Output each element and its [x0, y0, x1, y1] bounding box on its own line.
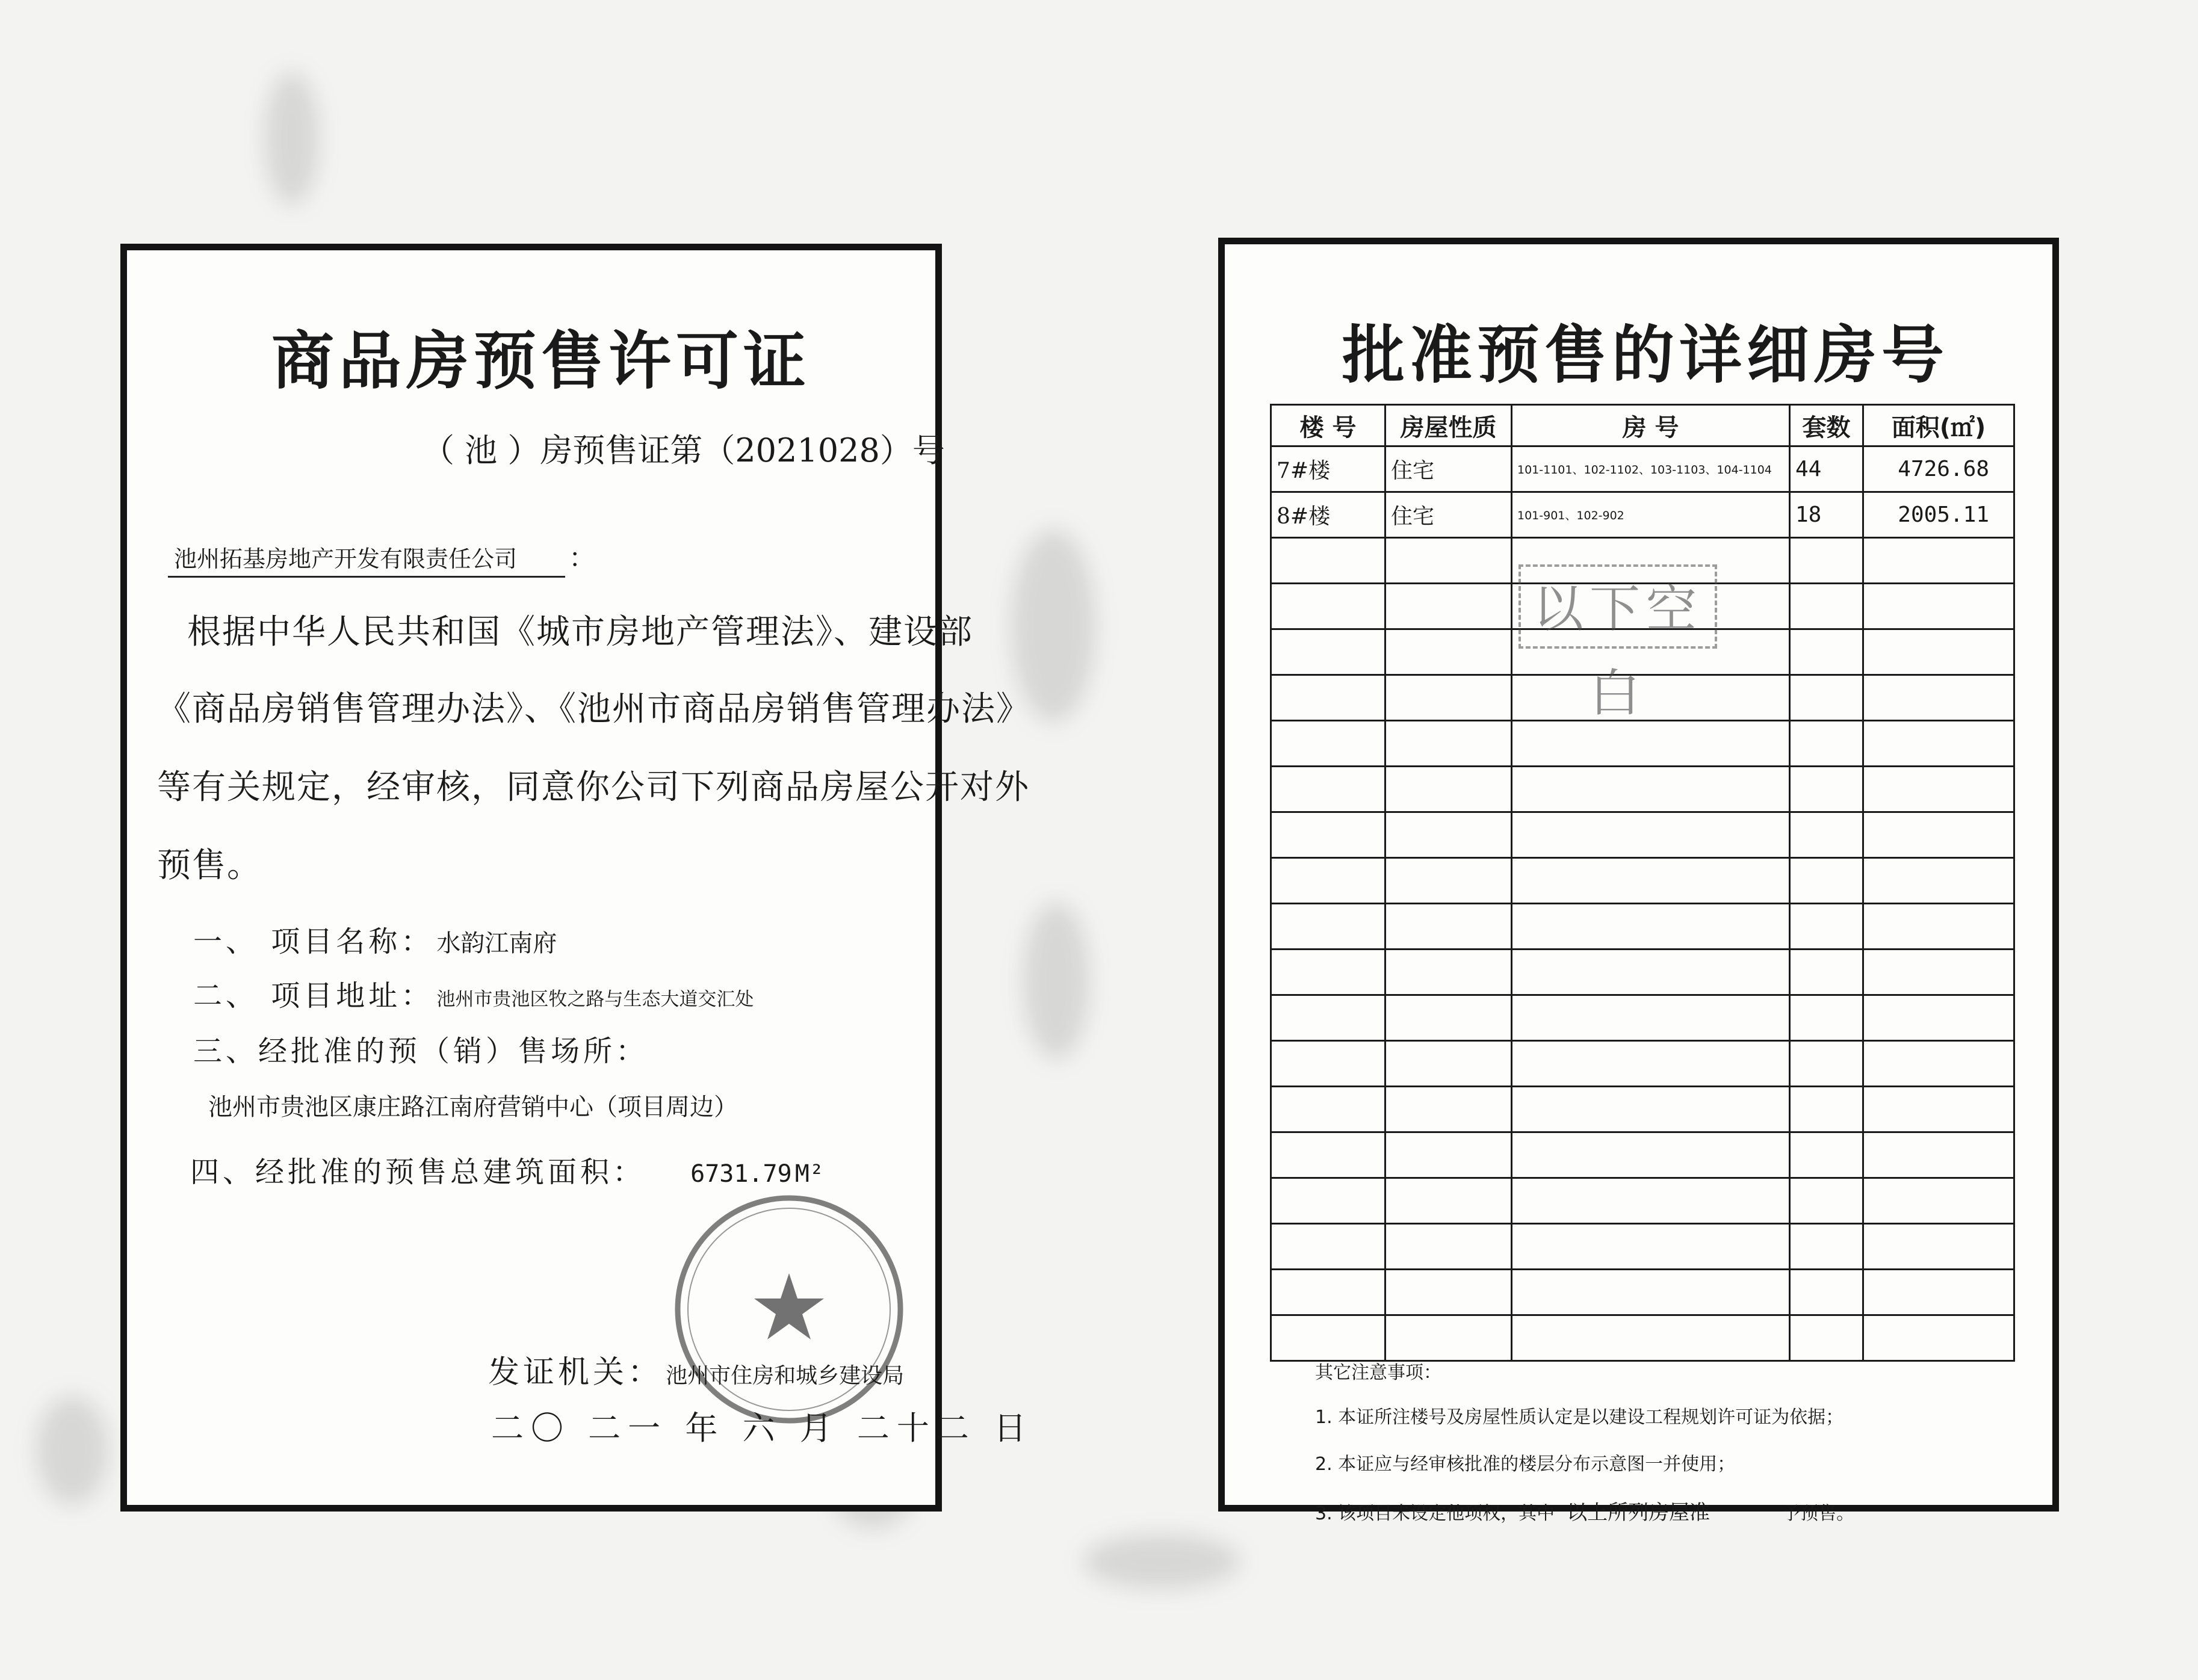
empty-cell	[1271, 1087, 1385, 1132]
total-area-row	[190, 1149, 824, 1190]
seal-star-icon	[754, 1273, 824, 1339]
detail-title: 批准预售的详细房号	[1342, 318, 1949, 392]
scan-smudge	[265, 72, 319, 205]
company-colon: ：	[569, 543, 595, 573]
empty-table-row	[1271, 995, 2014, 1041]
note-3-mid: 设定他项权，其中	[1410, 1503, 1555, 1524]
scan-smudge	[36, 1396, 108, 1504]
empty-cell	[1385, 1041, 1512, 1087]
empty-cell	[1271, 1270, 1385, 1315]
empty-cell	[1512, 1178, 1790, 1224]
empty-cell	[1271, 858, 1385, 904]
table-header-row	[1271, 405, 2014, 446]
empty-table-row	[1271, 1270, 2014, 1315]
room-detail-panel	[1218, 238, 2059, 1525]
empty-cell	[1790, 629, 1863, 675]
empty-cell	[1512, 1132, 1790, 1178]
scan-smudge	[1083, 1534, 1240, 1589]
total-area-value: 6731.79	[690, 1160, 792, 1188]
empty-table-row	[1271, 858, 2014, 904]
empty-cell	[1863, 1270, 2014, 1315]
header-property-type: 房屋性质	[1385, 405, 1512, 446]
empty-table-row	[1271, 767, 2014, 812]
empty-cell	[1863, 950, 2014, 995]
cell-area: 2005.11	[1863, 492, 2014, 538]
empty-cell	[1385, 721, 1512, 767]
empty-cell	[1271, 950, 1385, 995]
empty-cell	[1863, 1178, 2014, 1224]
issue-date: 二〇 二一 年 六 月 二十二 日	[491, 1409, 1033, 1447]
issuing-authority-row	[488, 1347, 904, 1392]
empty-cell	[1512, 812, 1790, 858]
empty-cell	[1790, 675, 1863, 721]
notes-section	[1315, 1357, 1854, 1546]
project-name-label: 一、 项目名称：	[193, 925, 434, 959]
empty-cell	[1385, 995, 1512, 1041]
empty-cell	[1385, 538, 1512, 584]
cell-unit-count: 18	[1790, 492, 1863, 538]
empty-table-row	[1271, 1132, 2014, 1178]
empty-cell	[1271, 629, 1385, 675]
project-address-row	[193, 972, 754, 1014]
empty-cell	[1512, 950, 1790, 995]
table-row	[1271, 446, 2014, 492]
empty-cell	[1271, 995, 1385, 1041]
cell-unit-count: 44	[1790, 446, 1863, 492]
license-title: 商品房预售许可证	[271, 324, 811, 398]
empty-cell	[1271, 1041, 1385, 1087]
empty-cell	[1385, 1087, 1512, 1132]
room-detail-table	[1270, 404, 2015, 1362]
note-3-handwritten-1: 未	[1392, 1503, 1411, 1524]
empty-table-row	[1271, 1041, 2014, 1087]
empty-cell	[1271, 1132, 1385, 1178]
empty-cell	[1863, 858, 2014, 904]
empty-cell	[1512, 1315, 1790, 1361]
header-room-numbers: 房 号	[1512, 405, 1790, 446]
cell-room-numbers: 101-1101、102-1102、103-1103、104-1104	[1512, 446, 1790, 492]
empty-cell	[1790, 950, 1863, 995]
empty-cell	[1385, 675, 1512, 721]
empty-cell	[1385, 904, 1512, 950]
empty-cell	[1271, 538, 1385, 584]
empty-cell	[1385, 1224, 1512, 1270]
empty-cell	[1512, 1087, 1790, 1132]
empty-cell	[1512, 767, 1790, 812]
scan-smudge	[1023, 903, 1089, 1059]
empty-cell	[1271, 584, 1385, 629]
empty-cell	[1790, 1224, 1863, 1270]
note-3-handwritten-2: 以上所列房屋准	[1567, 1501, 1710, 1525]
empty-cell	[1271, 1178, 1385, 1224]
empty-cell	[1863, 1224, 2014, 1270]
empty-cell	[1790, 538, 1863, 584]
header-area: 面积(㎡)	[1863, 405, 2014, 446]
empty-table-row	[1271, 1178, 2014, 1224]
header-unit-count: 套数	[1790, 405, 1863, 446]
empty-table-row	[1271, 1315, 2014, 1361]
blank-below-stamp: 以下空白	[1518, 564, 1717, 649]
empty-cell	[1790, 812, 1863, 858]
empty-cell	[1271, 1315, 1385, 1361]
project-address-value: 池州市贵池区牧之路与生态大道交汇处	[436, 989, 754, 1010]
empty-cell	[1385, 1132, 1512, 1178]
empty-cell	[1790, 1087, 1863, 1132]
empty-cell	[1512, 995, 1790, 1041]
empty-cell	[1863, 1041, 2014, 1087]
cell-building: 7#楼	[1271, 446, 1385, 492]
empty-cell	[1790, 995, 1863, 1041]
cell-property-type: 住宅	[1385, 446, 1512, 492]
body-paragraph-line-4: 预售。	[157, 846, 262, 885]
note-3	[1315, 1496, 1854, 1525]
empty-cell	[1271, 721, 1385, 767]
empty-cell	[1385, 1178, 1512, 1224]
project-name-row	[193, 918, 557, 960]
empty-cell	[1385, 1270, 1512, 1315]
empty-cell	[1271, 812, 1385, 858]
body-paragraph-line-2: 《商品房销售管理办法》、《池州市商品房销售管理办法》	[157, 690, 1031, 729]
notes-heading: 其它注意事项：	[1315, 1362, 1441, 1383]
cell-room-numbers: 101-901、102-902	[1512, 492, 1790, 538]
empty-cell	[1512, 904, 1790, 950]
note-3-prefix: 3. 该项目	[1315, 1503, 1393, 1524]
company-name: 池州拓基房地产开发有限责任公司	[168, 540, 565, 578]
empty-table-row	[1271, 904, 2014, 950]
official-seal	[669, 1189, 909, 1430]
empty-cell	[1863, 767, 2014, 812]
empty-cell	[1271, 904, 1385, 950]
empty-cell	[1385, 767, 1512, 812]
empty-cell	[1863, 675, 2014, 721]
empty-cell	[1863, 629, 2014, 675]
note-3-tail: 予预售。	[1782, 1503, 1855, 1524]
empty-cell	[1863, 995, 2014, 1041]
company-block	[168, 536, 595, 578]
project-address-label: 二、 项目地址：	[193, 979, 434, 1013]
empty-cell	[1271, 1224, 1385, 1270]
presale-license-panel	[120, 244, 1033, 1512]
empty-table-row	[1271, 1224, 2014, 1270]
empty-cell	[1790, 721, 1863, 767]
empty-cell	[1512, 1224, 1790, 1270]
empty-cell	[1790, 1270, 1863, 1315]
empty-cell	[1863, 584, 2014, 629]
empty-cell	[1385, 1315, 1512, 1361]
empty-cell	[1385, 812, 1512, 858]
empty-cell	[1385, 584, 1512, 629]
empty-cell	[1385, 629, 1512, 675]
empty-cell	[1512, 858, 1790, 904]
empty-cell	[1790, 904, 1863, 950]
empty-cell	[1863, 538, 2014, 584]
empty-cell	[1790, 584, 1863, 629]
empty-table-row	[1271, 812, 2014, 858]
empty-cell	[1863, 1132, 2014, 1178]
empty-cell	[1790, 1315, 1863, 1361]
cell-building: 8#楼	[1271, 492, 1385, 538]
project-name-value: 水韵江南府	[436, 930, 557, 957]
cell-property-type: 住宅	[1385, 492, 1512, 538]
note-2: 2. 本证应与经审核批准的楼层分布示意图一并使用；	[1315, 1454, 1736, 1475]
body-paragraph-line-3: 等有关规定，经审核，同意你公司下列商品房屋公开对外	[157, 768, 1030, 807]
empty-cell	[1790, 1132, 1863, 1178]
empty-table-row	[1271, 950, 2014, 995]
empty-cell	[1863, 904, 2014, 950]
sales-venue-row	[193, 1028, 648, 1069]
table-row	[1271, 492, 2014, 538]
empty-cell	[1790, 1178, 1863, 1224]
empty-cell	[1863, 1315, 2014, 1361]
total-area-unit: M²	[794, 1160, 824, 1188]
empty-cell	[1271, 767, 1385, 812]
note-1: 1. 本证所注楼号及房屋性质认定是以建设工程规划许可证为依据；	[1315, 1407, 1844, 1428]
issuer-value: 池州市住房和城乡建设局	[666, 1363, 905, 1388]
empty-cell	[1271, 675, 1385, 721]
empty-cell	[1385, 950, 1512, 995]
header-building: 楼 号	[1271, 405, 1385, 446]
empty-cell	[1512, 721, 1790, 767]
empty-cell	[1512, 675, 1790, 721]
empty-cell	[1863, 721, 2014, 767]
issuer-label: 发证机关：	[488, 1354, 663, 1391]
empty-cell	[1790, 858, 1863, 904]
certificate-number: （ 池 ）房预售证第（2021028）号	[422, 431, 945, 469]
empty-cell	[1863, 812, 2014, 858]
total-area-label: 四、经批准的预售总建筑面积：	[190, 1155, 646, 1189]
sales-venue-value: 池州市贵池区康庄路江南府营销中心（项目周边）	[208, 1093, 738, 1121]
empty-cell	[1385, 858, 1512, 904]
empty-cell	[1512, 1270, 1790, 1315]
empty-cell	[1790, 767, 1863, 812]
body-paragraph-line-1: 根据中华人民共和国《城市房地产管理法》、建设部	[187, 613, 973, 652]
empty-table-row	[1271, 1087, 2014, 1132]
empty-cell	[1790, 1041, 1863, 1087]
empty-cell	[1863, 1087, 2014, 1132]
sales-venue-label: 三、经批准的预（销）售场所：	[193, 1034, 649, 1068]
cell-area: 4726.68	[1863, 446, 2014, 492]
empty-cell	[1512, 1041, 1790, 1087]
